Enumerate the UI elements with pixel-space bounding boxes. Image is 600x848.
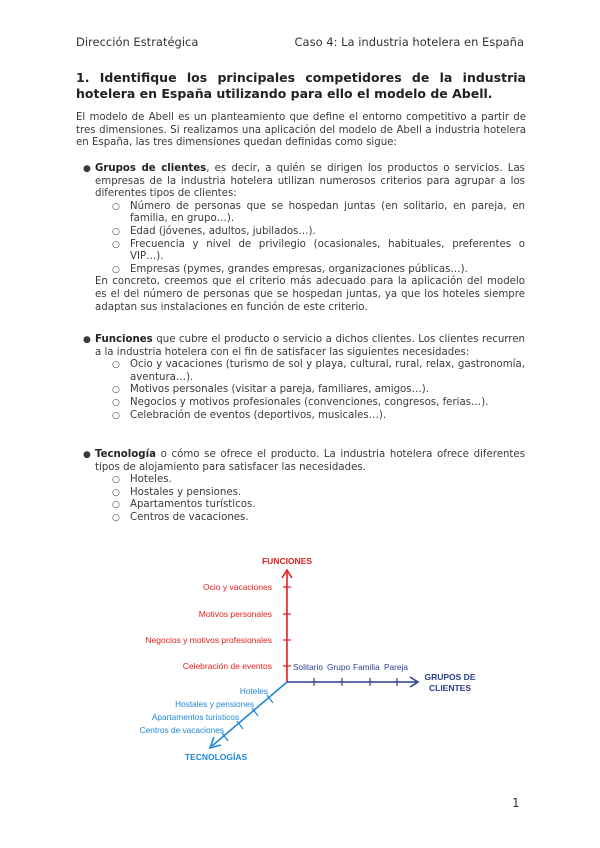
- grupos-conclusion: En concreto, creemos que el criterio más adecuado para la aplicación del modelo es el del número de personas que se hospedan juntas, ya que los hoteles siempre adaptan sus instalaciones en función de este criterio.: [95, 276, 525, 313]
- page-number: 1: [512, 796, 520, 810]
- circle-bullet-icon: ○: [112, 512, 120, 523]
- tecnologias-label: Centros de vacaciones: [139, 725, 224, 735]
- grupos-axis-label-line1: GRUPOS DE: [424, 672, 476, 682]
- tecnologia-text: o cómo se ofrece el producto. La industria hotelera ofrece diferentes tipos de alojamiento para satisfacer las necesidades.: [95, 449, 525, 473]
- circle-bullet-icon: ○: [112, 385, 120, 396]
- grupos-label: Pareja: [384, 662, 408, 672]
- funciones-axis-label: FUNCIONES: [261, 556, 313, 566]
- grupos-label: Grupo: [327, 662, 351, 672]
- list-item-text: Motivos personales (visitar a pareja, familiares, amigos…).: [130, 384, 429, 396]
- grupos-axis-label-line2: CLIENTES: [428, 683, 472, 693]
- funciones-label: Celebración de eventos: [182, 661, 272, 671]
- list-item-text: Hoteles.: [130, 474, 172, 486]
- list-item-text: Ocio y vacaciones (turismo de sol y playa, cultural, rural, relax, gastronomía, aventura…).: [130, 359, 525, 383]
- grupos-title: Grupos de clientes: [95, 163, 207, 174]
- list-item-text: Frecuencia y nivel de privilegio (ocasionales, habituales, preferentes o VIP…).: [130, 238, 525, 263]
- tecnologias-label: Hoteles: [239, 686, 268, 696]
- bullet-icon: ●: [83, 164, 91, 174]
- bullet-icon: ●: [83, 335, 91, 345]
- list-item-text: Número de personas que se hospedan juntas (en solitario, en pareja, en familia, en grupo…).: [130, 200, 525, 225]
- list-item-text: Centros de vacaciones.: [130, 511, 249, 523]
- tecnologia-title: Tecnología: [95, 449, 156, 460]
- circle-bullet-icon: ○: [112, 410, 120, 421]
- tecnologias-label: Hostales y pensiones: [175, 699, 254, 709]
- list-item-text: Empresas (pymes, grandes empresas, organizaciones públicas…).: [130, 263, 468, 275]
- list-item-text: Hostales y pensiones.: [130, 486, 242, 498]
- circle-bullet-icon: ○: [112, 475, 120, 486]
- grupos-text: , es decir, a quién se dirigen los productos o servicios. Las empresas de la industria hotelera utilizan numerosos criterios para agrupar a los diferentes tipos de clientes:: [95, 163, 525, 200]
- intro-paragraph: El modelo de Abell es un planteamiento que define el entorno competitivo a partir de tres dimensiones. Si realizamos una aplicación del modelo de Abell a industria hotelera en España, las tres dimensiones quedan definidas como sigue:: [76, 112, 526, 149]
- grupos-label: Solitario: [293, 662, 323, 672]
- list-item-text: Apartamentos turísticos.: [130, 499, 256, 511]
- question-heading: 1. Identifique los principales competidores de la industria hotelera en España utilizando para ello el modelo de Abell.: [76, 70, 526, 101]
- funciones-text: que cubre el producto o servicio a dichos clientes. Los clientes recurren a la industria hotelera con el fin de satisfacer las siguientes necesidades:: [95, 334, 525, 358]
- funciones-label: Negocios y motivos profesionales: [145, 635, 272, 645]
- list-item-text: Edad (jóvenes, adultos, jubilados…).: [130, 225, 316, 237]
- circle-bullet-icon: ○: [112, 201, 120, 212]
- funciones-label: Motivos personales: [198, 609, 272, 619]
- circle-bullet-icon: ○: [112, 500, 120, 511]
- tecnologias-axis-label: TECNOLOGÍAS: [184, 752, 248, 762]
- header-case-title: Caso 4: La industria hotelera en España: [294, 35, 524, 49]
- circle-bullet-icon: ○: [112, 360, 120, 371]
- circle-bullet-icon: ○: [112, 264, 120, 275]
- circle-bullet-icon: ○: [112, 487, 120, 498]
- circle-bullet-icon: ○: [112, 226, 120, 237]
- circle-bullet-icon: ○: [112, 397, 120, 408]
- list-item-text: Negocios y motivos profesionales (convenciones, congresos, ferias…).: [130, 396, 489, 408]
- funciones-title: Funciones: [95, 334, 153, 345]
- grupos-label: Familia: [353, 662, 380, 672]
- circle-bullet-icon: ○: [112, 239, 120, 250]
- tecnologias-label: Apartamentos turísticos: [151, 712, 239, 722]
- list-item-text: Celebración de eventos (deportivos, musicales…).: [130, 409, 387, 421]
- header-course-title: Dirección Estratégica: [76, 35, 199, 49]
- funciones-label: Ocio y vacaciones: [203, 582, 272, 592]
- bullet-icon: ●: [83, 450, 91, 460]
